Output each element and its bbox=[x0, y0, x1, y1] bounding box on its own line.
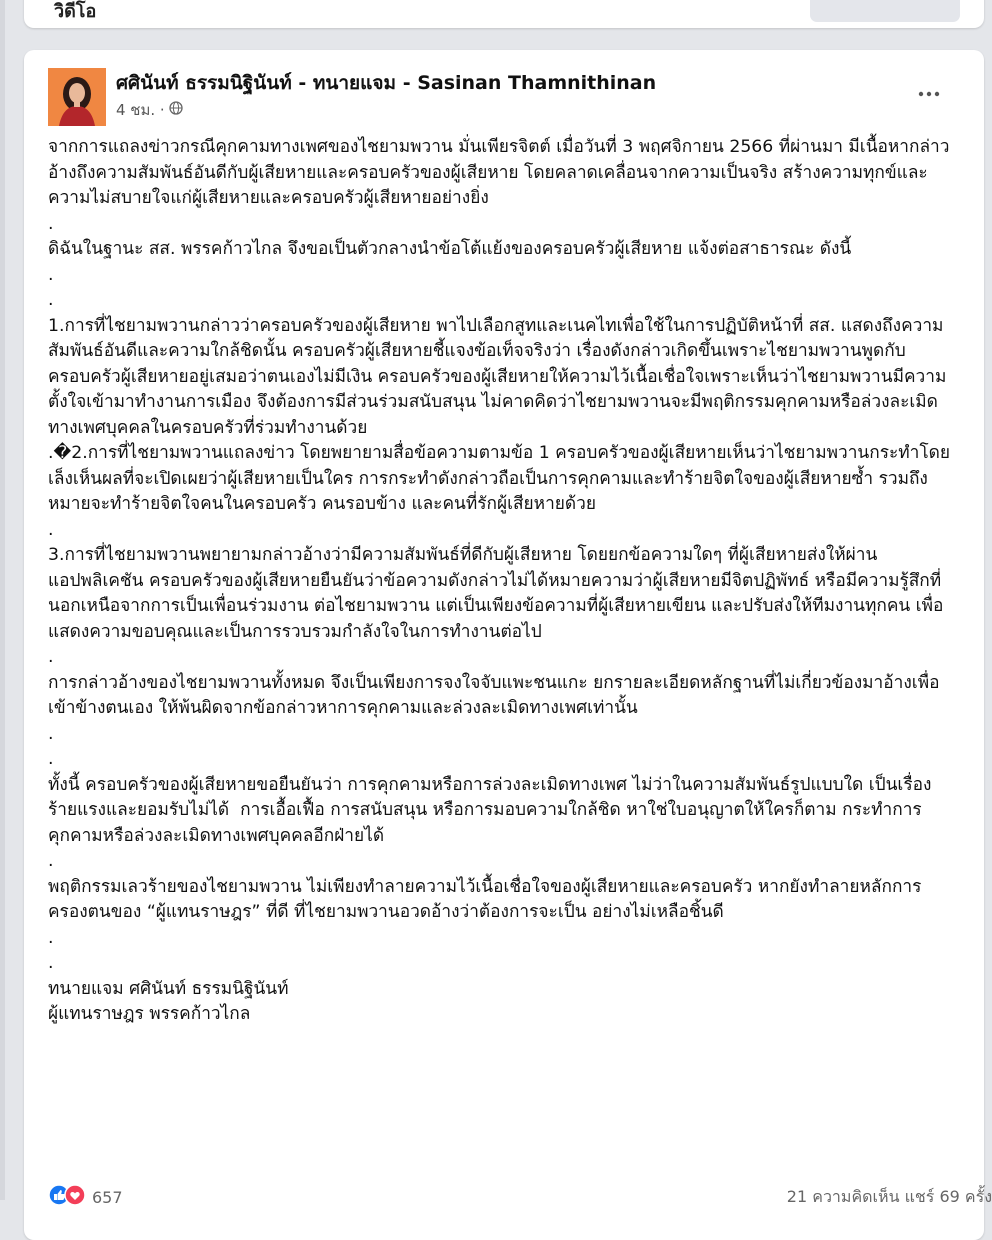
comments-shares-stats[interactable]: 21 ความคิดเห็น แชร์ 69 ครั้ง bbox=[786, 1186, 992, 1206]
post-paragraph: . bbox=[48, 290, 54, 310]
post-paragraph: . bbox=[48, 953, 54, 973]
post-paragraph: . bbox=[48, 749, 54, 769]
post-paragraph: จากการแถลงข่าวกรณีคุกคามทางเพศของไชยามพวาน มั่นเพียรจิตต์ เมื่อวันที่ 3 พฤศจิกายน 2566 ที่ผ่านมา มีเนื้อหากล่าวอ้างถึงความสัมพันธ์อันดีกับผู้เสียหายและครอบครัวของผู้เสียหาย โดยคลาดเคลื่อนจากความเป็นจริง สร้างความทุกข์และความไม่สบายใจแก่ผู้เสียหายและครอบครัวผู้เสียหายอย่างยิ่ง bbox=[48, 137, 950, 208]
post-paragraph: พฤติกรรมเลวร้ายของไชยามพวาน ไม่เพียงทำลายความไว้เนื้อเชื่อใจของผู้เสียหายและครอบครัว หากยังทำลายหลักการครองตนของ “ผู้แทนราษฎร” ที่ดี ที่ไชยามพวานอวดอ้างว่าต้องการจะเป็น อย่างไม่เหลือชิ้นดี bbox=[48, 876, 922, 922]
post-paragraph: 1.การที่ไชยามพวานกล่าวว่าครอบครัวของผู้เสียหาย พาไปเลือกสูทและเนคไทเพื่อใช้ในการปฏิบัติหน้าที่ สส. แสดงถึงความสัมพันธ์อันดีและความใกล้ชิดนั้น ครอบครัวผู้เสียหายชี้แจงข้อเท็จจริงว่า เรื่องดังกล่าวเกิดขึ้นเพราะไชยามพวานพูดกับครอบครัวผู้เสียหายอยู่เสมอว่าตนเองไม่มีเงิน ครอบครัวของผู้เสียหายให้ความไว้เนื้อเชื่อใจเพราะเห็นว่าไชยามพวานมีความตั้งใจเข้ามาทำงานการเมือง จึงต้องการมีส่วนร่วมสนับสนุน ไม่คาดคิดว่าไชยามพวานจะมีพฤติกรรมคุกคามหรือล่วงละเมิดทางเพศบุคคลในครอบครัวที่ร่วมทำงานด้วย bbox=[48, 315, 947, 438]
previous-card-title: วิดีโอ bbox=[54, 1, 97, 22]
post-meta bbox=[116, 98, 183, 122]
post-paragraph: . bbox=[48, 723, 54, 744]
post-card bbox=[24, 50, 992, 1240]
post-paragraph: ทั้งนี้ ครอบครัวของผู้เสียหายขอยืนยันว่า การคุกคามหรือการล่วงละเมิดทางเพศ ไม่ว่าในความสัมพันธ์รูปแบบใด เป็นเรื่องร้ายแรงและยอมรับไม่ได้ การเอื้อเฟื้อ การสนับสนุน หรือการมอบความใกล้ชิด หาใช่ใบอนุญาตให้ใครก็ตาม กระทำการคุกคามหรือล่วงละเมิดทางเพศบุคคลอีกฝ่ายได้ bbox=[48, 774, 932, 846]
post-paragraph: .�2.การที่ไชยามพวานแถลงข่าว โดยพยายามสื่อข้อความตามข้อ 1 ครอบครัวของผู้เสียหายเห็นว่าไชยามพวานกระทำโดยเล็งเห็นผลที่จะเปิดเผยว่าผู้เสียหายเป็นใคร การกระทำดังกล่าวถือเป็นการคุกคามและทำร้ายจิตใจของผู้เสียหายซ้ำ รวมถึงหมายจะทำร้ายจิตใจคนในครอบครัว คนรอบข้าง และคนที่รักผู้เสียหายด้วย bbox=[48, 443, 951, 514]
love-reaction-icon bbox=[64, 1184, 86, 1210]
post-paragraph: . bbox=[48, 213, 54, 234]
post-paragraph: . bbox=[48, 264, 54, 285]
previous-card bbox=[24, 0, 984, 28]
post-paragraph: . bbox=[48, 851, 54, 871]
post-paragraph: ดิฉันในฐานะ สส. พรรคก้าวไกล จึงขอเป็นตัวกลางนำข้อโต้แย้งของครอบครัวผู้เสียหาย แจ้งต่อสาธารณะ ดังนี้ bbox=[48, 239, 852, 259]
author-avatar[interactable] bbox=[48, 68, 106, 126]
reaction-count[interactable]: 657 bbox=[92, 1187, 123, 1207]
post-paragraph: . bbox=[48, 647, 54, 667]
post-paragraph: . bbox=[48, 519, 54, 540]
post-footer bbox=[48, 1182, 992, 1212]
post-paragraph: ทนายแจม ศศินันท์ ธรรมนิฐินันท์ ผู้แทนราษฎร พรรคก้าวไกล bbox=[48, 978, 289, 1024]
post-timestamp[interactable]: 4 ชม. · bbox=[116, 101, 165, 119]
more-options-button[interactable] bbox=[912, 82, 946, 102]
globe-icon bbox=[169, 101, 183, 119]
see-all-button[interactable] bbox=[810, 0, 960, 22]
post-paragraph: การกล่าวอ้างของไชยามพวานทั้งหมด จึงเป็นเพียงการจงใจจับแพะชนแกะ ยกรายละเอียดหลักฐานที่ไม่เกี่ยวข้องมาอ้างเพื่อเข้าข้างตนเอง ให้พ้นผิดจากข้อกล่าวหาการคุกคามและล่วงละเมิดทางเพศเท่านั้น bbox=[48, 672, 940, 718]
author-name[interactable]: ศศินันท์ ธรรมนิฐินันท์ - ทนายแจม - Sasinan Thamnithinan bbox=[116, 72, 657, 94]
post-body bbox=[48, 135, 958, 1028]
reaction-icons[interactable] bbox=[48, 1184, 86, 1210]
post-paragraph: 3.การที่ไชยามพวานพยายามกล่าวอ้างว่ามีความสัมพันธ์ที่ดีกับผู้เสียหาย โดยยกข้อความใดๆ ที่ผู้เสียหายส่งให้ผ่านแอปพลิเคชัน ครอบครัวของผู้เสียหายยืนยันว่าข้อความดังกล่าวไม่ได้หมายความว่าผู้เสียหายมีจิตปฏิพัทธ์ หรือมีความรู้สึกที่นอกเหนือจากการเป็นเพื่อนร่วมงาน ต่อไชยามพวาน แต่เป็นเพียงข้อความที่ผู้เสียหายเขียน และปรับส่งให้ทีมงานทุกคน เพื่อแสดงความขอบคุณและเป็นการรวบรวมกำลังใจในการทำงานต่อไป bbox=[48, 545, 944, 642]
left-rail bbox=[0, 0, 5, 1200]
more-dots-icon bbox=[912, 82, 946, 102]
post-paragraph: . bbox=[48, 927, 54, 948]
